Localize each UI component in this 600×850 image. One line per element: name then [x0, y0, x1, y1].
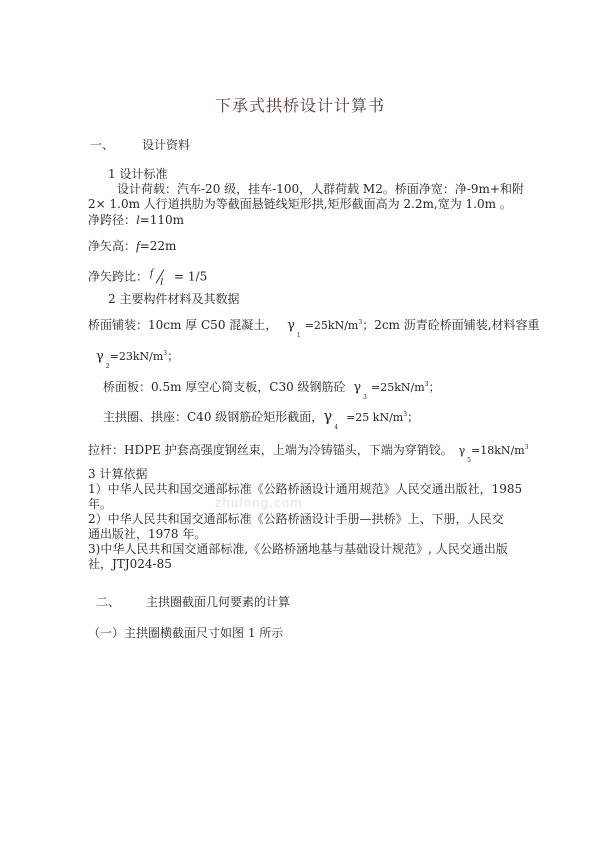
deck-slab-text: 桥面板：0.5m 厚空心简支板，C30 级钢筋砼 [103, 380, 346, 394]
cube-exponent: 3 [358, 319, 363, 326]
main-arch-text: 主拱圈、拱座：C40 级钢筋砼矩形截面， [103, 410, 324, 424]
gamma2-value: =23kN/m [109, 350, 164, 363]
ratio-fraction [148, 266, 174, 288]
gamma5-value: =18kN/m [470, 444, 525, 457]
reference-2-line-1: 2）中华人民共和国交通部标准《公路桥涵设计手册—拱桥》上、下册，人民交 [88, 512, 504, 526]
gamma-subscript: 4 [334, 424, 339, 431]
gamma-symbol: γ [458, 444, 466, 457]
subsection-design-standard: 1 设计标准 [108, 167, 168, 181]
section-2-number: 二、 [96, 595, 121, 609]
cube-exponent: 3 [163, 350, 168, 357]
reference-1-line-2: 年。 [88, 497, 113, 511]
section-1-heading [90, 138, 190, 152]
gamma1-value: =25kN/m [304, 319, 359, 332]
reference-3-line-1: 3)中华人民共和国交通部标准,《公路桥涵地基与基础设计规范》, 人民交通出版 [88, 542, 508, 556]
document-title: 下承式拱桥设计计算书 [214, 96, 385, 115]
gamma-symbol: γ [287, 318, 295, 333]
net-rise-var: f [136, 238, 140, 253]
deck-paving-line [88, 316, 540, 339]
net-span-label: 净跨径： [88, 213, 137, 227]
net-rise-line [88, 239, 176, 253]
gamma-subscript: 2 [105, 363, 110, 370]
ratio-value: = 1/5 [174, 269, 208, 284]
net-span-var: l [136, 212, 140, 227]
punctuation: ； [167, 349, 180, 363]
gamma2-line [96, 347, 180, 370]
ratio-denominator: l [160, 276, 164, 288]
gamma-symbol: γ [353, 380, 362, 395]
gamma-subscript: 3 [363, 394, 367, 401]
gamma4-value: =25 kN/m [346, 411, 404, 424]
reference-2-line-2: 通出版社，1978 年。 [88, 527, 207, 541]
ratio-label: 净矢跨比： [88, 269, 149, 284]
section-1-number: 一、 [90, 138, 115, 152]
reference-3-line-2: 社，JTJ024-85 [88, 557, 172, 571]
gamma-symbol: γ [96, 349, 104, 364]
subsection-materials: 2 主要构件材料及其数据 [108, 292, 240, 306]
net-span-value: =110m [139, 213, 184, 227]
gamma-subscript: 5 [467, 457, 471, 464]
reference-1-line-1: 1）中华人民共和国交通部标准《公路桥涵设计通用规范》人民交通出版社，1985 [88, 482, 523, 496]
net-span-line [88, 213, 184, 227]
gamma3-value: =25kN/m [370, 381, 425, 394]
cube-exponent: 3 [403, 411, 408, 418]
punctuation: ； [407, 410, 420, 424]
deck-slab-line [103, 378, 441, 401]
watermark: zhulong.com [215, 496, 303, 510]
punctuation: ； [428, 380, 441, 394]
cube-exponent: 3 [424, 381, 429, 388]
hanger-line [88, 441, 529, 464]
design-load-line-2: 2× 1.0m 人行道拱肋为等截面悬链线矩形拱,矩形截面高为 2.2m,宽为 1.0m 。 [88, 197, 512, 211]
section-2-title: 主拱圈截面几何要素的计算 [146, 595, 291, 609]
section-1-title: 设计资料 [142, 138, 191, 152]
subsection-basis: 3 计算依据 [88, 467, 148, 481]
ratio-numerator: f [150, 267, 154, 279]
subsection-cross-section: （一）主拱圈横截面尺寸如图 1 所示 [88, 626, 284, 640]
net-rise-label: 净矢高： [88, 239, 137, 253]
main-arch-line [103, 407, 420, 431]
gamma-symbol: γ [323, 407, 333, 425]
asphalt-paving-text: ；2cm 沥青砼桥面铺装,材料容重 [362, 318, 540, 332]
rise-span-ratio-line [88, 266, 207, 288]
section-2-heading [96, 595, 290, 609]
deck-paving-text: 桥面铺装：10cm 厚 C50 混凝土， [88, 318, 278, 332]
hanger-text: 拉杆：HDPE 护套高强度钢丝束，上端为冷铸锚头，下端为穿销铰。 [88, 443, 453, 457]
design-load-line-1: 设计荷载：汽车-20 级，挂车-100，人群荷载 M2。桥面净宽：净-9m+和附 [117, 182, 524, 196]
net-rise-value: =22m [139, 239, 177, 253]
gamma-subscript: 1 [296, 332, 301, 339]
cube-exponent: 3 [524, 444, 529, 451]
